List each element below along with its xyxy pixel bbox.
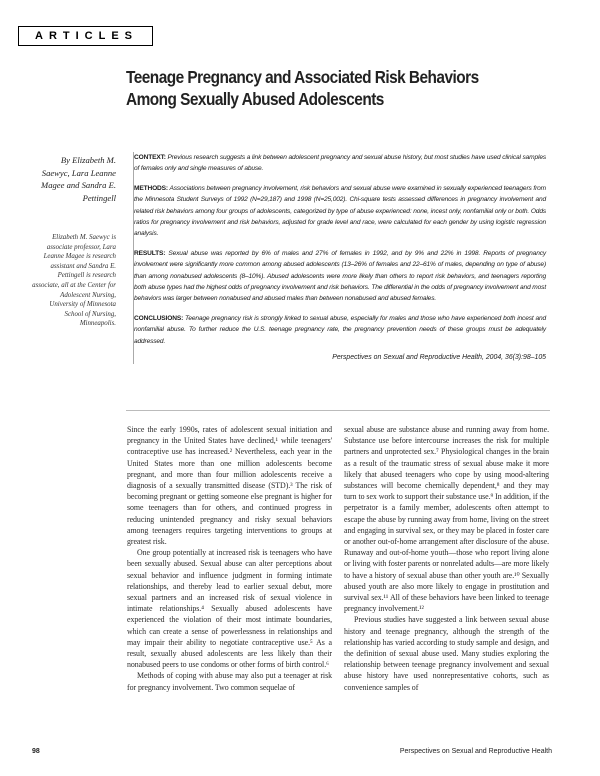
body-paragraph: Since the early 1990s, rates of adolescent sexual initiation and pregnancy in the United States have declined,¹ while teenagers' contraceptive use has increased.² Nevertheless, each year in the United States more than one million adolescents become pregnant, and more than four million adolescents receive a diagnosis of a sexually transmitted disease (STD).³ The risk of becoming pregnant or getting someone else pregnant is higher for some teenagers than for others, and continued progress in reducing unintended pregnancy and risky sexual behaviors among teenagers requires targeting interventions to groups at greatest risk. [127, 425, 332, 547]
abstract-results [134, 248, 546, 305]
journal-citation: Perspectives on Sexual and Reproductive Health, 2004, 36(3):98–105 [332, 354, 546, 362]
article-title [126, 66, 513, 110]
body-paragraph: sexual abuse are substance abuse and running away from home. Substance use before intercourse increases the risk for multiple partners and unprotected sex.⁷ Physiological changes in the brain as a result of the traumatic stress of sexual abuse make it more likely that abused teenagers who cope by using mood-altering substances will become chemically dependent,⁸ and they may turn to sex work to support their substance use.⁹ In addition, if the perpetrator is a family member, adolescents often attempt to escape the abuse by running away from home, living on the street and engaging in survival sex, or they may be placed in foster care or another out-of-home arrangement after disclosure of the abuse. Runaway and out-of-home youth—those who report living alone or living with foster parents or nonrelated adults—are more likely to have a history of sexual abuse than other youth are.¹⁰ Sexually abused youth are also more likely to engage in prostitution and survival sex.¹¹ All of these behaviors have been linked to teenage pregnancy involvement.¹² [344, 425, 549, 614]
context-heading: CONTEXT: [134, 154, 166, 161]
section-label: ARTICLES [18, 26, 153, 46]
footer-journal-name: Perspectives on Sexual and Reproductive Health [399, 748, 552, 755]
title-line-2: Among Sexually Abused Adolescents [126, 89, 384, 109]
title-line-1: Teenage Pregnancy and Associated Risk Behaviors [126, 67, 479, 87]
results-text: Sexual abuse was reported by 6% of males and 27% of females in 1992, and by 9% and 22% in 1998. Reports of pregnancy involvement were significantly more common among abused adolescents (13–26% of females and 22–61% of males, depending on type of abuse) than among nonabused adolescents (8–10%). Abused adolescents were more likely than others to report risk behaviors, and teenagers reporting both abuse types had the highest odds of pregnancy involvement and risk behaviors. The differential in the odds of pregnancy involvement and most behaviors was larger between nonabused and abused males than between nonabused and abused females. [134, 249, 547, 303]
author-byline: By Elizabeth M. Saewyc, Lara Leanne Magee and Sandra E. Pettingell [41, 155, 116, 203]
body-paragraph: Previous studies have suggested a link between sexual abuse history and teenage pregnancy, although the strength of the relationship has varied according to study sample and design, and the definition of sexual abuse used. Many studies exploring the relationship between teenage pregnancy involvement and sexual abuse history have used nonrepresentative cohorts, such as convenience samples of [344, 615, 549, 692]
conclusions-heading: CONCLUSIONS: [134, 314, 184, 322]
abstract-conclusions [134, 313, 546, 347]
body-column-left [127, 424, 332, 693]
abstract [133, 152, 546, 364]
methods-heading: METHODS: [134, 184, 168, 192]
abstract-context [134, 152, 546, 175]
results-heading: RESULTS: [134, 249, 166, 257]
author-affiliation: Elizabeth M. Saewyc is associate professor, Lara Leanne Magee is research assistant and Sandra E. Pettingell is research associate, all at the Center for Adolescent Nursing, University of Minnesota School of Nursing, Minneapolis. [32, 234, 116, 328]
body-paragraph: Methods of coping with abuse may also put a teenager at risk for pregnancy involvement. Two common sequelae of [127, 671, 332, 692]
abstract-divider [126, 410, 550, 411]
body-column-right [344, 424, 549, 693]
context-text: Previous research suggests a link between adolescent pregnancy and sexual abuse history, but most studies have used clinical samples of females only and single measures of abuse. [134, 154, 547, 173]
conclusions-text: Teenage pregnancy risk is strongly linked to sexual abuse, especially for males and those who have experienced both incest and nonfamilial abuse. To further reduce the U.S. teenage pregnancy rate, the pregnancy prevention needs of these groups must be adequately addressed. [134, 314, 547, 345]
abstract-methods [134, 183, 546, 240]
methods-text: Associations between pregnancy involvement, risk behaviors and sexual abuse were examined in sexually experienced teenagers from the Minnesota Student Surveys of 1992 (N=29,187) and 1998 (N=25,002). Chi-square tests assessed differences in pregnancy involvement and related risk behaviors among four groups of adolescents, categorized by type of abuse experienced: none, incest only, nonfamilial only or both. Odds ratios for pregnancy involvement and risk behaviors, adjusted for grade level and race, were calculated for each gender by using logistic regression analysis. [134, 184, 546, 238]
page-number: 98 [32, 748, 40, 755]
body-paragraph: One group potentially at increased risk is teenagers who have been sexually abused. Sexual abuse can alter perceptions about sexual behavior and influence judgment in forming intimate relationships, and thereby lead to earlier sexual debut, more sexual partners and an increased risk of sexual violence in intimate relationships.⁴ Sexually abused adolescents have experienced the violation of their most intimate boundaries, which can create a sense of powerlessness in relationships and may impair their ability to negotiate contraceptive use.⁵ As a result, sexually abused adolescents are less likely than their nonabused peers to use condoms or other forms of birth control.⁶ [127, 548, 332, 670]
